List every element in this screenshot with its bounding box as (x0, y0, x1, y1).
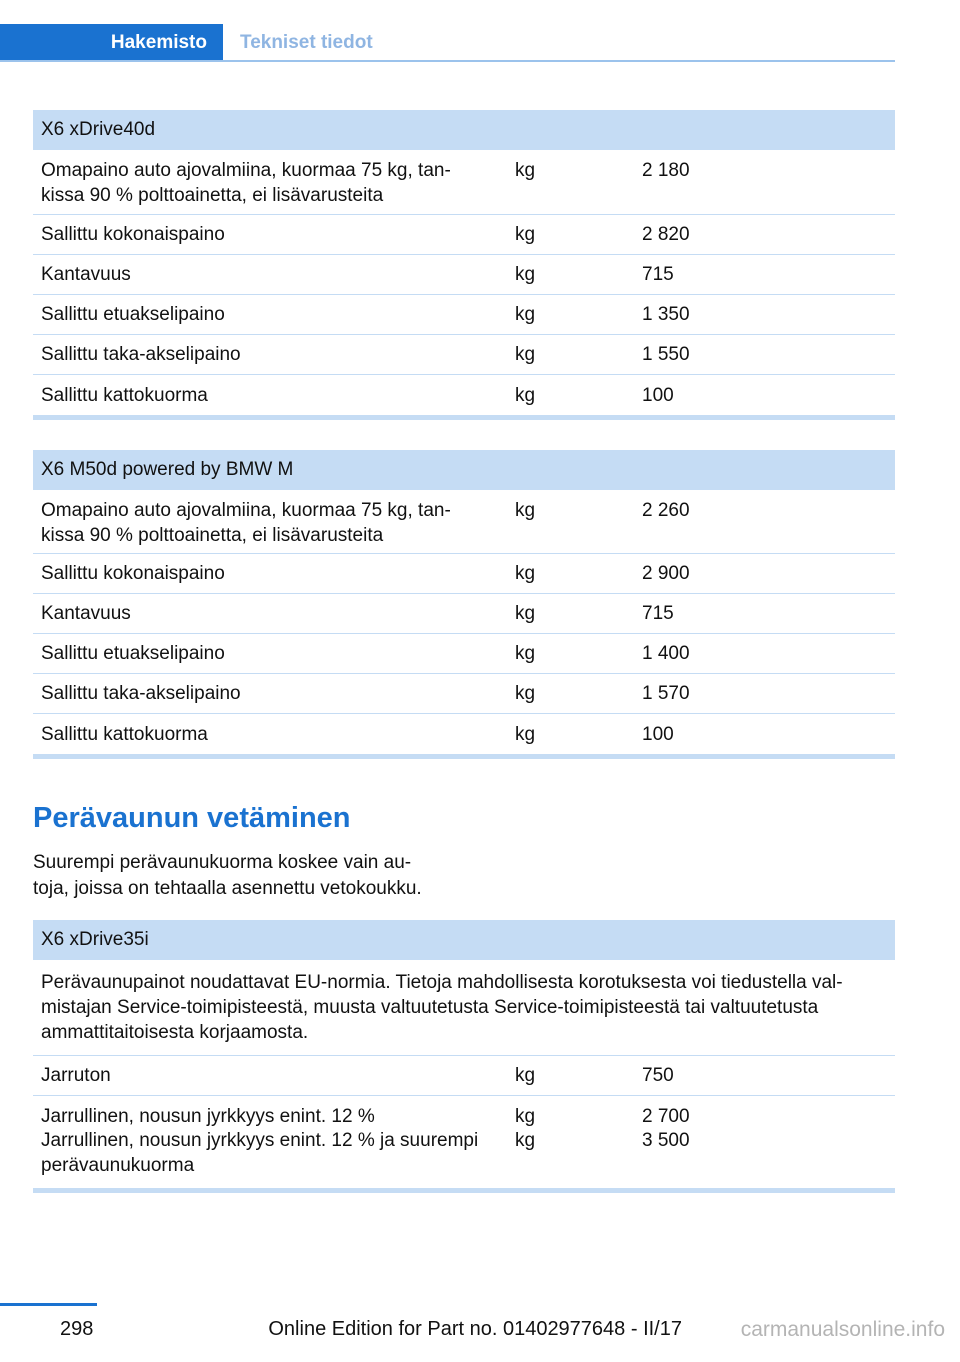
table-title: X6 xDrive40d (33, 110, 895, 150)
section-heading: Perävaunun vetäminen (33, 802, 351, 834)
table-title: X6 xDrive35i (33, 920, 895, 960)
row-value: 715 (642, 603, 674, 624)
row-label: Jarrullinen, nousun jyrkkyys enint. 12 % (41, 1106, 375, 1127)
row-unit: kg (515, 224, 536, 245)
footer-accent-line (0, 1303, 97, 1306)
table-row (33, 335, 895, 375)
table-row (33, 674, 895, 714)
row-unit: kg (515, 683, 536, 704)
table-note: Perävaunupainot noudattavat EU-normia. Tietoja mahdollisesta korotuksesta voi tiedustella val‐ mistajan Service-toimipisteestä, muusta valtuutetusta Service-toimipisteestä tai valtuutetusta ammattitaitoisesta korjaamosta. (33, 960, 895, 1056)
row-value: 2 260 (642, 500, 690, 521)
tab-label: Tekniset tiedot (240, 32, 373, 53)
table-row (33, 295, 895, 335)
row-label: Kantavuus (41, 603, 131, 624)
row-unit: kg (515, 500, 536, 521)
table-row (33, 634, 895, 674)
table-title: X6 M50d powered by BMW M (33, 450, 895, 490)
watermark: carmanualsonline.info (740, 1318, 945, 1341)
table-bottom-rule (33, 415, 895, 420)
row-label: Sallittu etuakselipaino (41, 643, 225, 664)
table-row (33, 594, 895, 634)
table-bottom-rule (33, 754, 895, 759)
row-value: 2 180 (642, 160, 690, 181)
row-unit: kg (515, 643, 536, 664)
table-bottom-rule (33, 1188, 895, 1193)
row-label: Sallittu kokonaispaino (41, 563, 225, 584)
row-label: Sallittu etuakselipaino (41, 304, 225, 325)
tab-label: Hakemisto (110, 32, 207, 53)
table-row (33, 714, 895, 754)
row-unit: kg (515, 1106, 536, 1127)
row-value: 2 700 (642, 1106, 690, 1127)
row-label: Sallittu kattokuorma (41, 723, 208, 745)
row-value: 1 350 (642, 304, 690, 325)
spec-table-x6-m50d (33, 450, 895, 759)
table-row (33, 375, 895, 415)
row-unit: kg (515, 1065, 536, 1086)
row-value: 1 400 (642, 643, 690, 664)
row-unit: kg (515, 723, 536, 745)
spec-table-x6-xdrive40d (33, 110, 895, 420)
row-label: Jarruton (41, 1065, 111, 1086)
row-label: Kantavuus (41, 264, 131, 285)
table-row (33, 554, 895, 594)
trailer-table-x6-xdrive35i (33, 920, 895, 1193)
edition-note: Online Edition for Part no. 01402977648 - II/17 (268, 1318, 682, 1340)
row-value: 2 820 (642, 224, 690, 245)
page-number: 298 (60, 1318, 94, 1340)
row-unit: kg (515, 344, 536, 365)
row-unit: kg (515, 603, 536, 624)
row-label: Jarrullinen, nousun jyrkkyys enint. 12 % ja suurempi perävaunukuorma (41, 1130, 479, 1176)
table-row (33, 150, 895, 215)
tab-hakemisto[interactable] (0, 24, 223, 62)
row-label: Omapaino auto ajovalmiina, kuormaa 75 kg, tan‐ kissa 90 % polttoainetta, ei lisävarusteita (41, 500, 451, 546)
row-label: Sallittu kattokuorma (41, 384, 208, 406)
row-value: 100 (642, 384, 674, 406)
section-intro: Suurempi perävaunukuorma koskee vain au‐ toja, joissa on tehtaalla asennettu vetokoukku. (33, 852, 422, 899)
header-divider (0, 60, 895, 62)
table-row (33, 1056, 895, 1096)
row-label: Omapaino auto ajovalmiina, kuormaa 75 kg, tan‐ kissa 90 % polttoainetta, ei lisävarusteita (41, 160, 451, 206)
row-label: Sallittu taka-akselipaino (41, 344, 241, 365)
table-row (33, 1096, 895, 1128)
row-label: Sallittu taka-akselipaino (41, 683, 241, 704)
row-value: 3 500 (642, 1130, 690, 1151)
row-value: 1 570 (642, 683, 690, 704)
row-unit: kg (515, 264, 536, 285)
table-row (33, 215, 895, 255)
row-label: Sallittu kokonaispaino (41, 224, 225, 245)
row-unit: kg (515, 563, 536, 584)
row-value: 100 (642, 723, 674, 745)
row-unit: kg (515, 384, 536, 406)
row-unit: kg (515, 160, 536, 181)
tab-tekniset-tiedot[interactable] (240, 24, 373, 62)
row-unit: kg (515, 304, 536, 325)
row-value: 715 (642, 264, 674, 285)
table-row (33, 490, 895, 554)
row-unit: kg (515, 1130, 536, 1151)
table-row (33, 255, 895, 295)
table-row (33, 1128, 895, 1188)
row-value: 2 900 (642, 563, 690, 584)
row-value: 1 550 (642, 344, 690, 365)
row-value: 750 (642, 1065, 674, 1086)
